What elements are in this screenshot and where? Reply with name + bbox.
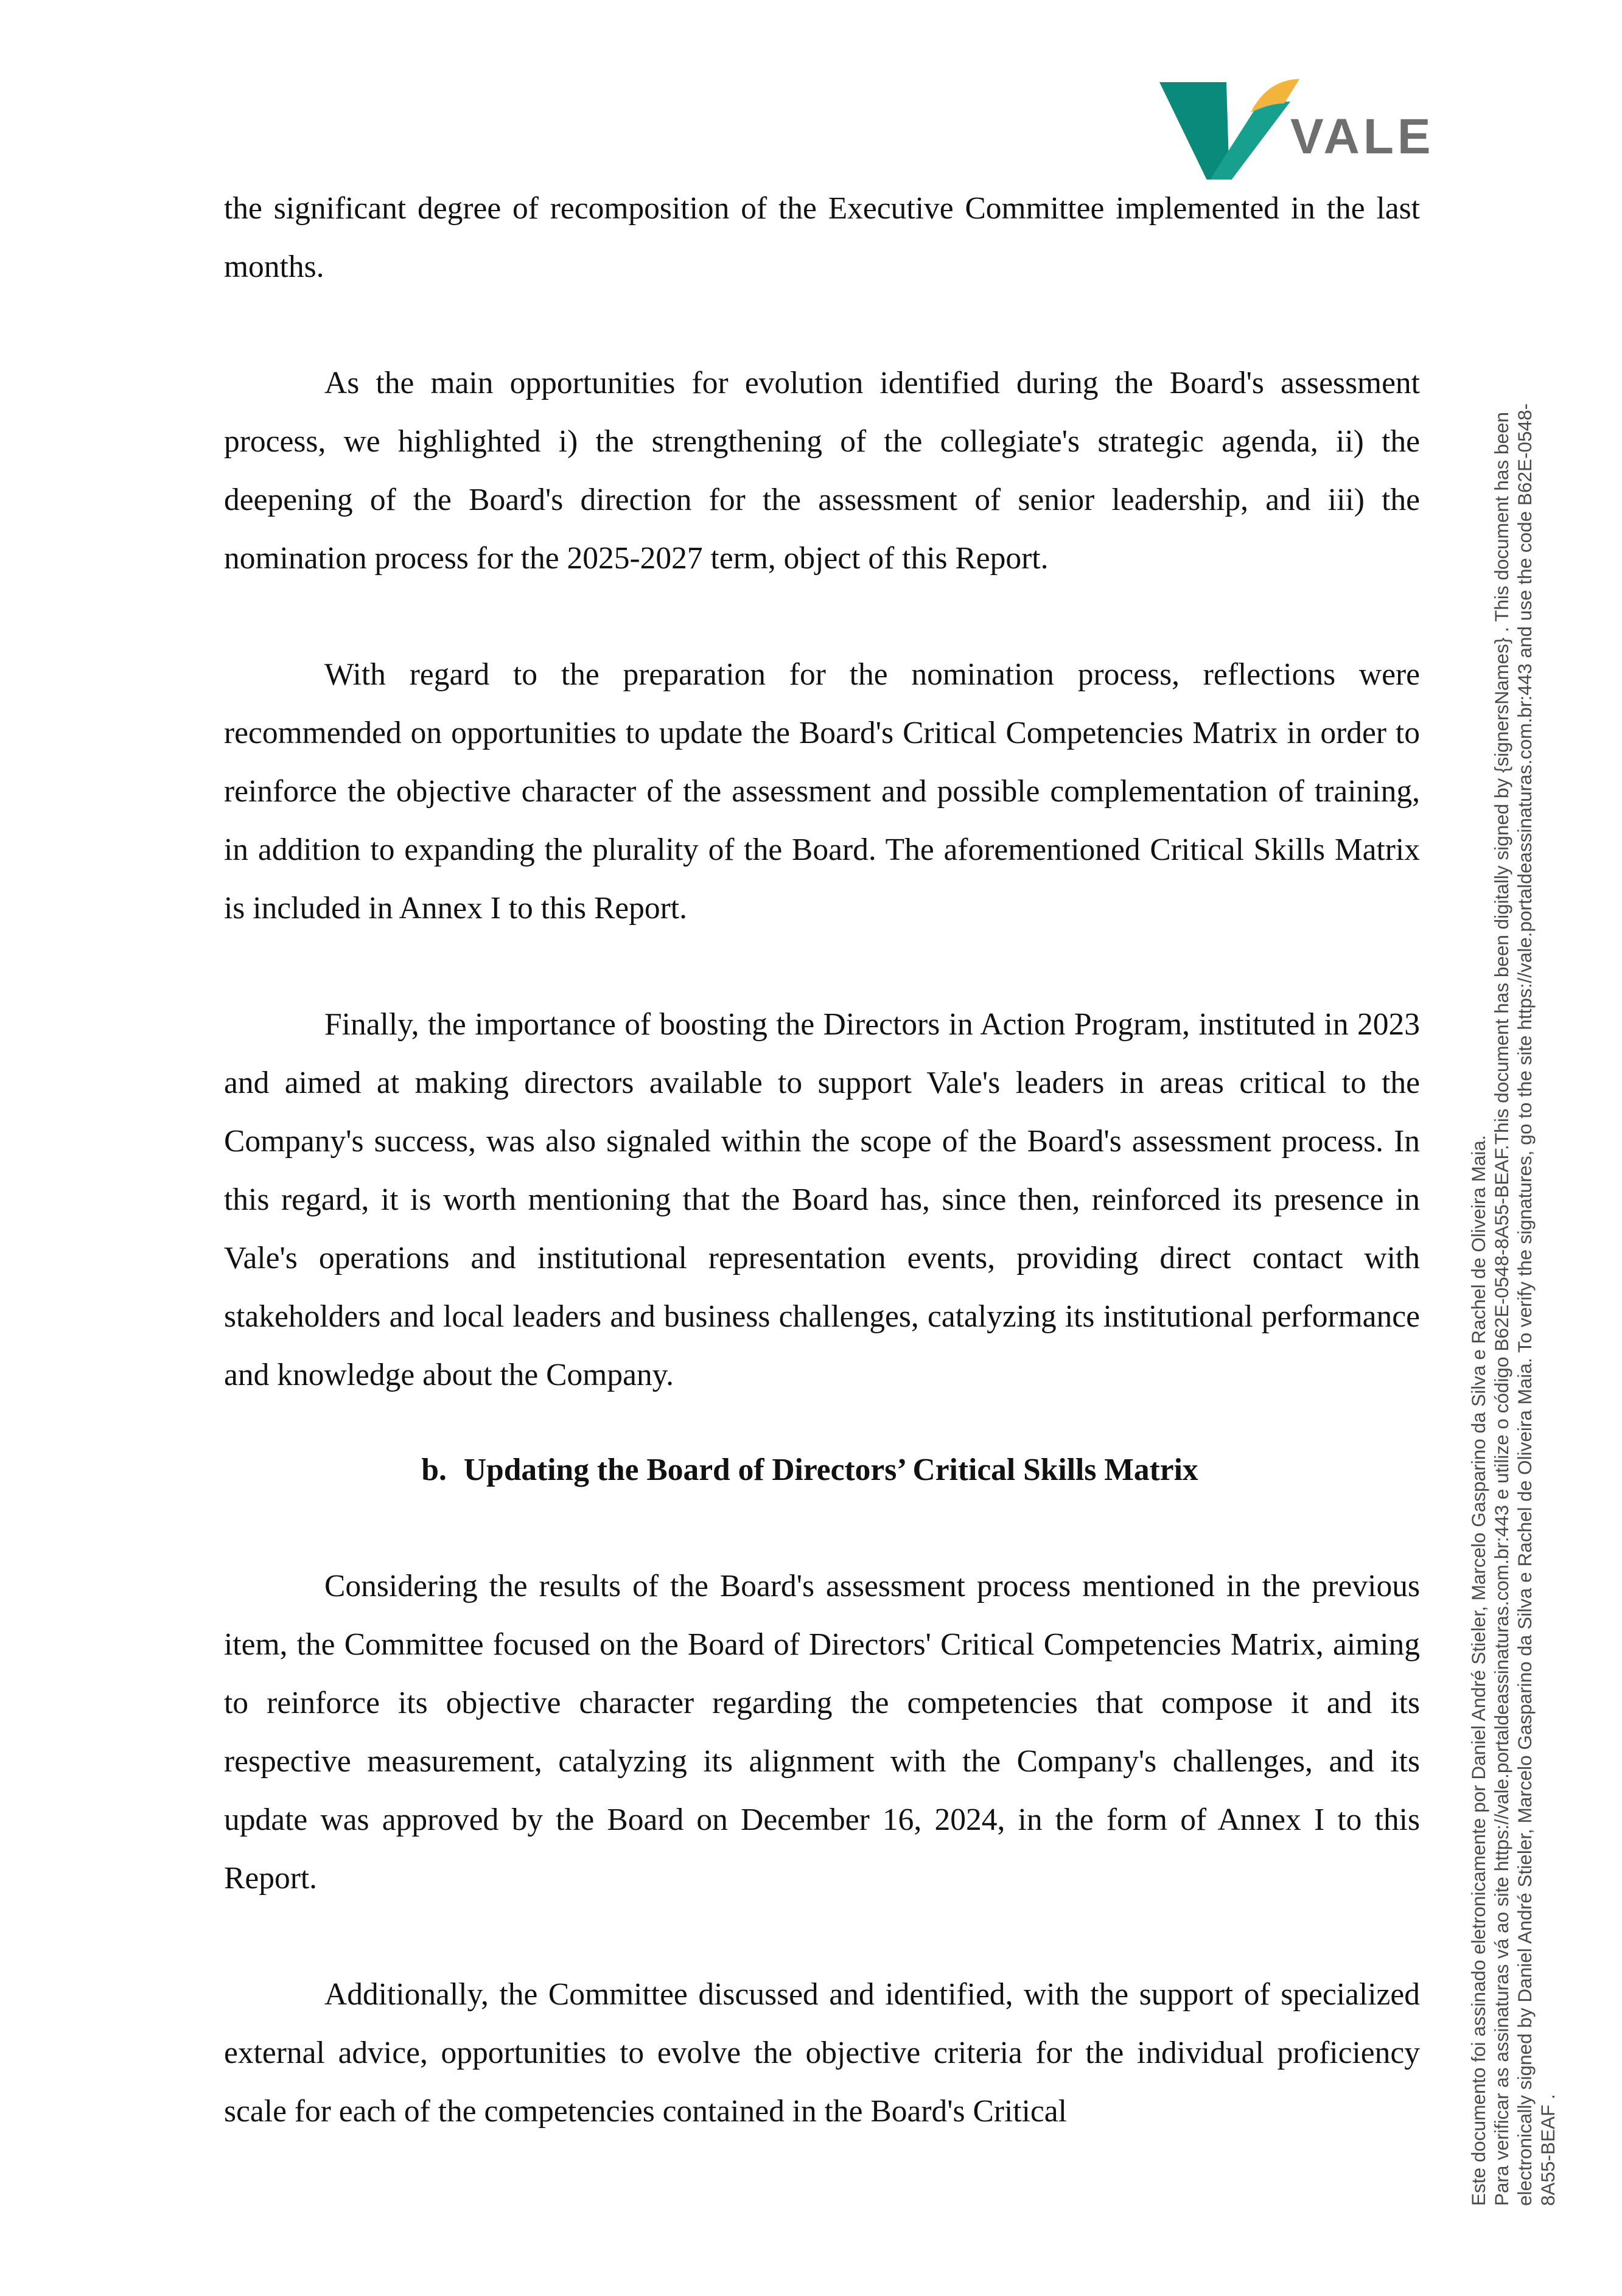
paragraph-proficiency-scale: Additionally, the Committee discussed and identified, with the support of specialized external advice, opportunities to evolve the objective criteria for the individual proficiency scale for each of the competencies contained in the Board's Critical [224,1977,1420,2129]
paragraph-directors-in-action: Finally, the importance of boosting the Directors in Action Program, instituted in 2023 and aimed at making directors available to support Vale's leaders in areas critical to the Company's success, was also signaled within the scope of the Board's assessment process. In this regard, it is worth mentioning that the Board has, since then, reinforced its presence in Vale's operations and institutional representation events, providing direct contact with stakeholders and local leaders and business challenges, catalyzing its institutional performance and knowledge about the Company. [224,1007,1420,1392]
paragraph-opportunities: As the main opportunities for evolution identified during the Board's assessment process, we highlighted i) the strengthening of the collegiate's strategic agenda, ii) the deepening of the Board's direction for the assessment of senior leadership, and iii) the nomination process for the 2025-2027 term, object of this Report. [224,366,1420,576]
signature-line-1: Este documento foi assinado eletronicamente por Daniel André Stieler, Marcelo Gasparino da Silva e Rachel de Oliveira Maia. [1467,1135,1489,2206]
signature-verification-note [1467,64,1559,2206]
paragraph-continued: the significant degree of recomposition of the Executive Committee implemented in the last months. [224,191,1420,284]
section-heading [224,1441,1420,1499]
logo-wordmark: VALE [1290,109,1435,164]
signature-line-2: Para verificar as assinaturas vá ao site https://vale.portaldeassinaturas.com.br:443 e utilize o código B62E-0548-8A55-BEAF.This document has been digitally signed by {signersNames} . This document has been [1491,411,1512,2206]
section-title: Updating the Board of Directors’ Critical Skills Matrix [463,1453,1198,1487]
paragraph-nomination-preparation: With regard to the preparation for the nomination process, reflections were recommended on opportunities to update the Board's Critical Competencies Matrix in order to reinforce the objective character of the assessment and possible complementation of training, in addition to expanding the plurality of the Board. The aforementioned Critical Skills Matrix is included in Annex I to this Report. [224,657,1420,926]
paragraph-matrix-update: Considering the results of the Board's assessment process mentioned in the previous item, the Committee focused on the Board of Directors' Critical Competencies Matrix, aiming to reinforce its objective character regarding the competencies that compose it and its respective measurement, catalyzing its alignment with the Company's challenges, and its update was approved by the Board on December 16, 2024, in the form of Annex I to this Report. [224,1569,1420,1896]
section-marker: b. [421,1453,447,1487]
document-body [224,180,1420,2141]
signature-line-3: electronically signed by Daniel André Stieler, Marcelo Gasparino da Silva e Rachel de Oliveira Maia. To verify the signatures, go to the site https://vale.portaldeassinaturas.com.br:443 and use the code B62E-0548- [1514,403,1536,2206]
signature-line-4: 8A55-BEAF . [1537,2094,1559,2206]
logo-green-left [1159,82,1229,180]
